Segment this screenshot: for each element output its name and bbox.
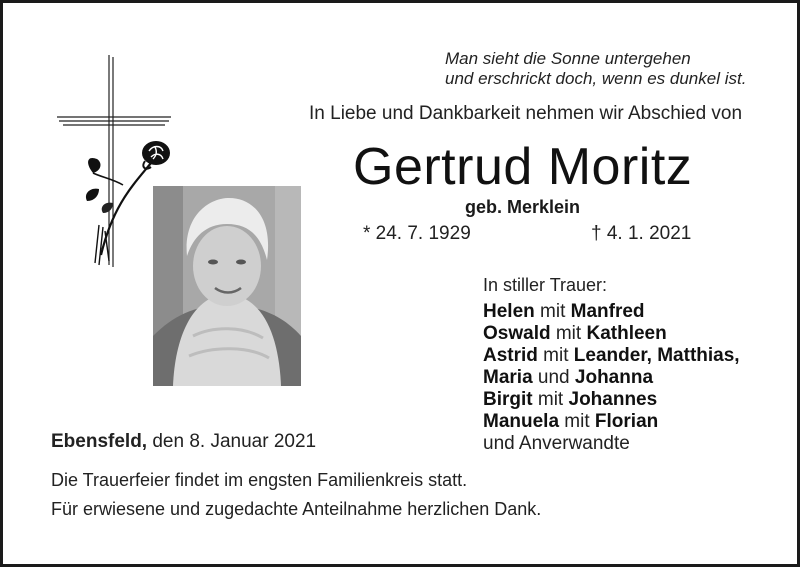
mourner-name: Johannes [568,389,658,410]
quote-line-2: und erschrickt doch, wenn es dunkel ist. [445,69,747,88]
mourner-line [483,433,740,455]
mourner-line [483,301,740,323]
deceased-name: Gertrud Moritz [353,138,693,196]
portrait-photo [153,186,301,386]
mourner-connector: mit [537,345,574,366]
maiden-name: geb. Merklein [465,197,581,217]
mourner-name: Kathleen [586,323,667,344]
mourner-line [483,345,740,367]
intro-text: In Liebe und Dankbarkeit nehmen wir Abschied von [309,103,743,124]
mourner-connector: mit [534,301,571,322]
mourner-name: Manfred [570,301,645,322]
place-date [51,431,316,453]
mourner-connector: mit [559,411,595,432]
mourners-heading: In stiller Trauer: [483,275,608,295]
notice-date: den 8. Januar 2021 [147,431,317,452]
mourner-name: Helen [483,301,535,322]
mourner-name: Manuela [483,411,560,432]
mourners-list [483,301,740,455]
death-date: † 4. 1. 2021 [591,223,692,244]
mourner-connector: mit [532,389,569,410]
mourner-name: Oswald [483,323,551,344]
mourner-line [483,411,740,433]
footer-line-2: Für erwiesene und zugedachte Anteilnahme herzlichen Dank. [51,499,542,519]
mourner-name: Johanna [574,367,654,388]
mourner-name: Florian [594,411,659,432]
mourner-name: Leander, Matthias, [573,345,740,366]
mourner-name: Maria [483,367,533,388]
mourner-name: Birgit [483,389,533,410]
mourner-connector: und [532,367,575,388]
mourner-connector: mit [550,323,587,344]
place: Ebensfeld, [51,431,148,452]
mourner-line [483,389,740,411]
mourner-name: Astrid [483,345,538,366]
mourner-line [483,367,740,389]
birth-date: * 24. 7. 1929 [363,223,471,244]
quote-line-1: Man sieht die Sonne untergehen [445,49,691,68]
footer-line-1: Die Trauerfeier findet im engsten Familienkreis statt. [51,470,468,490]
mourner-line [483,323,740,345]
mourner-connector: und Anverwandte [483,433,630,454]
